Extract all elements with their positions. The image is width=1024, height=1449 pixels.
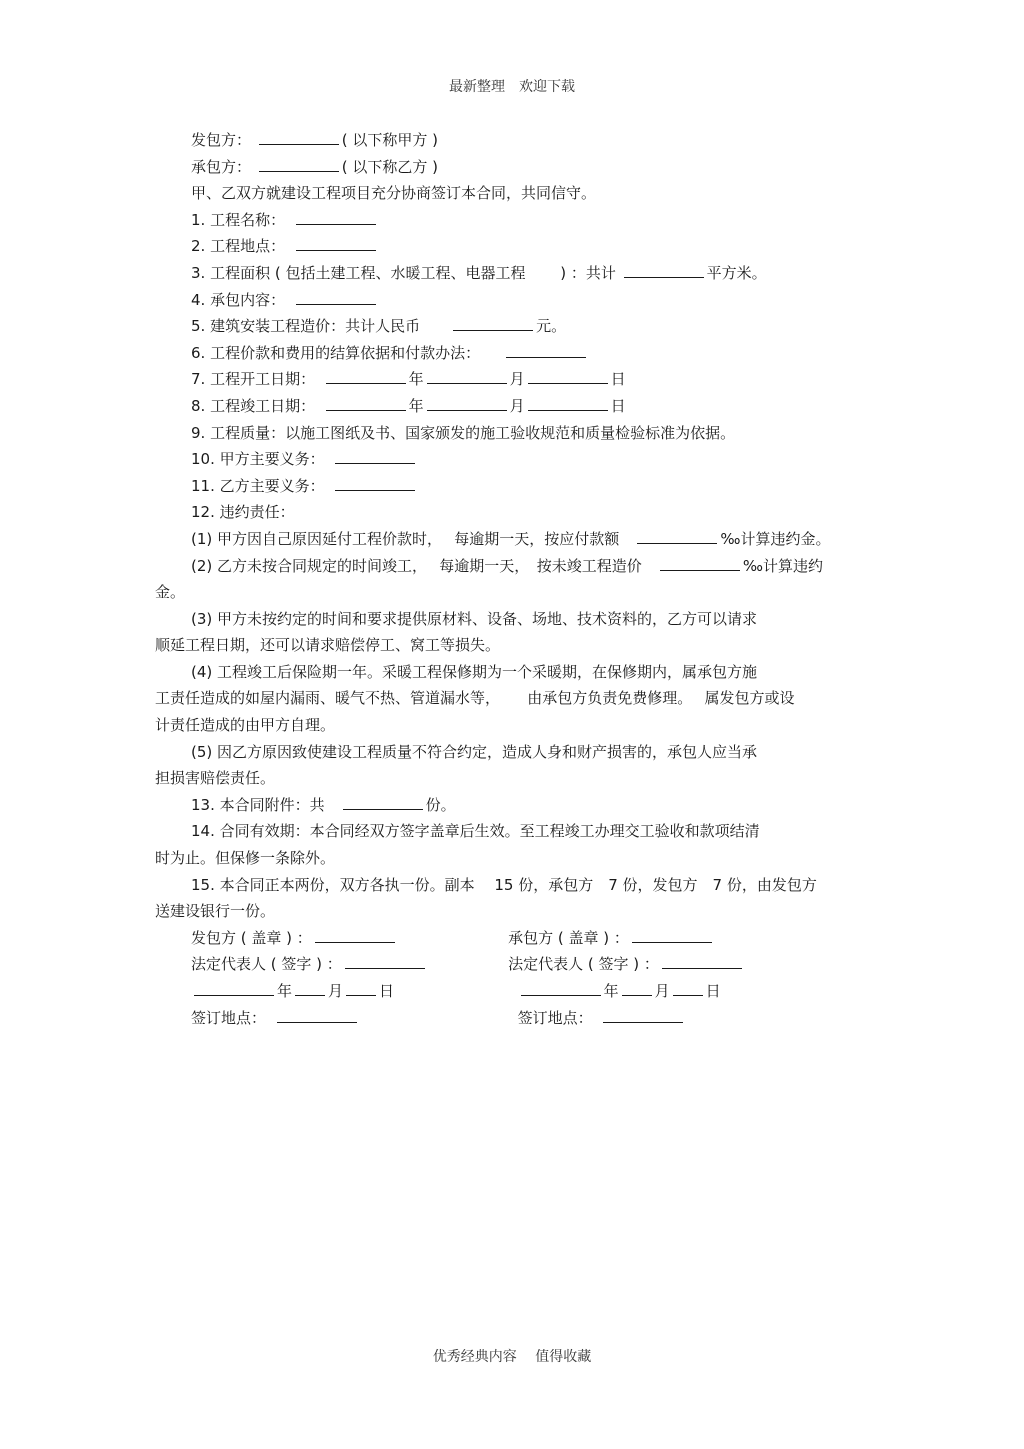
blank-scope[interactable] — [296, 289, 376, 305]
blank-employer-rep[interactable] — [345, 953, 425, 969]
label: 年 — [408, 370, 424, 389]
clause-4-cont2: 计责任造成的由甲方自理。 — [155, 716, 336, 735]
label: 日 — [379, 982, 395, 1000]
label: 4. 承包内容： — [191, 290, 278, 309]
blank-contractor[interactable] — [259, 156, 339, 172]
label: 日 — [610, 396, 626, 415]
label: 8. 工程竣工日期： — [191, 396, 308, 415]
signature-date-row — [155, 978, 865, 1005]
blank-project-location[interactable] — [296, 235, 376, 251]
line-employer — [155, 127, 865, 154]
signature-place-row — [155, 1005, 865, 1032]
clause-5-cont: 担损害赔偿责任。 — [155, 769, 276, 788]
item-5 — [155, 313, 865, 340]
blank-end-year[interactable] — [326, 395, 406, 411]
blank-employer[interactable] — [259, 129, 339, 145]
contract-body — [155, 127, 865, 1031]
label: 平方米。 — [706, 263, 767, 282]
blank-party-b-duties[interactable] — [335, 475, 415, 491]
item-7 — [155, 366, 865, 393]
blank-contractor-seal[interactable] — [632, 927, 712, 943]
blank-penalty-b[interactable] — [660, 555, 740, 571]
clause-4: (4) 工程竣工后保险期一年。采暖工程保修期为一个采暖期，在保修期内，属承包方施 — [191, 662, 758, 681]
label: 元。 — [536, 317, 567, 336]
label: 月 — [509, 370, 525, 389]
label: 日 — [610, 370, 626, 389]
label: 发包方 ( 盖章 ) ： — [191, 928, 312, 947]
label: ( 以下称乙方 ) — [341, 157, 439, 176]
item-15-cont: 送建设银行一份。 — [155, 902, 276, 921]
label: 月 — [654, 982, 670, 1000]
blank-area[interactable] — [624, 262, 704, 278]
label: 10. 甲方主要义务： — [191, 450, 318, 469]
item-12: 12. 违约责任： — [191, 503, 295, 522]
item-9: 9. 工程质量：以施工图纸及书、国家颁发的施工验收规范和质量检验标准为依据。 — [191, 423, 736, 442]
label: 签订地点： — [191, 1008, 259, 1027]
blank-start-day[interactable] — [528, 368, 608, 384]
label: ‰计算违约金。 — [720, 529, 831, 548]
label: 份。 — [425, 795, 456, 814]
label: 签订地点： — [517, 1008, 586, 1027]
blank-start-month[interactable] — [427, 368, 507, 384]
blank-penalty-a[interactable] — [637, 528, 717, 544]
item-6 — [155, 340, 865, 367]
item-14: 14. 合同有效期：本合同经双方签字盖章后生效。至工程竣工办理交工验收和款项结清 — [191, 822, 760, 841]
item-10 — [155, 446, 865, 473]
label: 月 — [509, 396, 525, 415]
item-15: 15. 本合同正本两份，双方各执一份。副本 15 份，承包方 7 份，发包方 7 份，由发包方 — [191, 875, 817, 894]
label: ( 以下称甲方 ) — [341, 131, 439, 149]
label: (2) 乙方未按合同规定的时间竣工， 每逾期一天， 按未竣工程造价 — [191, 556, 642, 575]
blank-party-a-duties[interactable] — [335, 448, 415, 464]
item-11 — [155, 473, 865, 500]
clause-1 — [155, 526, 865, 553]
label: (1) 甲方因自己原因延付工程价款时， 每逾期一天，按应付款额 — [191, 529, 620, 548]
label: 月 — [328, 982, 344, 1000]
label: 法定代表人 ( 签字 ) ： — [191, 955, 342, 974]
blank-employer-year[interactable] — [194, 980, 274, 996]
label: 年 — [603, 982, 619, 1000]
clause-3-cont: 顺延工程日期，还可以请求赔偿停工、窝工等损失。 — [155, 636, 501, 655]
clause-3: (3) 甲方未按约定的时间和要求提供原材料、设备、场地、技术资料的，乙方可以请求 — [191, 609, 758, 628]
blank-price[interactable] — [453, 315, 533, 331]
label: 年 — [408, 396, 424, 415]
label: 1. 工程名称： — [191, 210, 278, 229]
clause-2 — [155, 553, 865, 580]
blank-employer-place[interactable] — [277, 1007, 357, 1023]
item-3 — [155, 260, 865, 287]
clause-2-cont: 金。 — [155, 583, 186, 602]
page-footer: 优秀经典内容 值得收藏 — [432, 1349, 592, 1365]
blank-employer-seal[interactable] — [315, 927, 395, 943]
blank-end-day[interactable] — [528, 395, 608, 411]
blank-project-name[interactable] — [296, 209, 376, 225]
label: 日 — [705, 982, 721, 1000]
blank-employer-month[interactable] — [295, 980, 325, 996]
item-13 — [155, 792, 865, 819]
blank-contractor-month[interactable] — [622, 980, 652, 996]
label: 年 — [277, 982, 293, 1000]
label: 2. 工程地点： — [191, 237, 278, 256]
clause-4-cont: 工责任造成的如屋内漏雨、暖气不热、管道漏水等， 由承包方负责免费修理。 属发包方或设 — [155, 689, 795, 708]
blank-settlement[interactable] — [506, 342, 586, 358]
blank-contractor-place[interactable] — [603, 1007, 683, 1023]
item-14-cont: 时为止。但保修一条除外。 — [155, 849, 336, 868]
item-8 — [155, 393, 865, 420]
page-header: 最新整理 欢迎下载 — [449, 79, 575, 95]
label: 承包方 ( 盖章 ) ： — [508, 928, 629, 947]
label: 法定代表人 ( 签字 ) ： — [508, 955, 659, 974]
signature-party-row — [155, 925, 865, 952]
label: 7. 工程开工日期： — [191, 370, 308, 389]
item-2 — [155, 233, 865, 260]
label: 13. 本合同附件：共 — [191, 795, 325, 814]
line-preamble: 甲、乙双方就建设工程项目充分协商签订本合同，共同信守。 — [191, 184, 597, 203]
blank-contractor-year[interactable] — [521, 980, 601, 996]
item-4 — [155, 287, 865, 314]
blank-end-month[interactable] — [427, 395, 507, 411]
label: ‰计算违约 — [742, 556, 823, 575]
line-contractor — [155, 154, 865, 181]
blank-attachments[interactable] — [343, 794, 423, 810]
blank-employer-day[interactable] — [346, 980, 376, 996]
label: 6. 工程价款和费用的结算依据和付款办法： — [191, 343, 473, 362]
blank-start-year[interactable] — [326, 368, 406, 384]
signature-rep-row — [155, 951, 865, 978]
label: 承包方： — [191, 157, 252, 176]
blank-contractor-rep[interactable] — [662, 953, 742, 969]
clause-5: (5) 因乙方原因致使建设工程质量不符合约定，造成人身和财产损害的，承包人应当承 — [191, 742, 758, 761]
label: 发包方： — [191, 131, 252, 149]
item-1 — [155, 207, 865, 234]
label: 11. 乙方主要义务： — [191, 476, 318, 495]
label: 5. 建筑安装工程造价：共计人民币 — [191, 317, 421, 336]
blank-contractor-day[interactable] — [673, 980, 703, 996]
label: 3. 工程面积 ( 包括土建工程、水暖工程、电器工程 ) ：共计 — [191, 263, 616, 282]
